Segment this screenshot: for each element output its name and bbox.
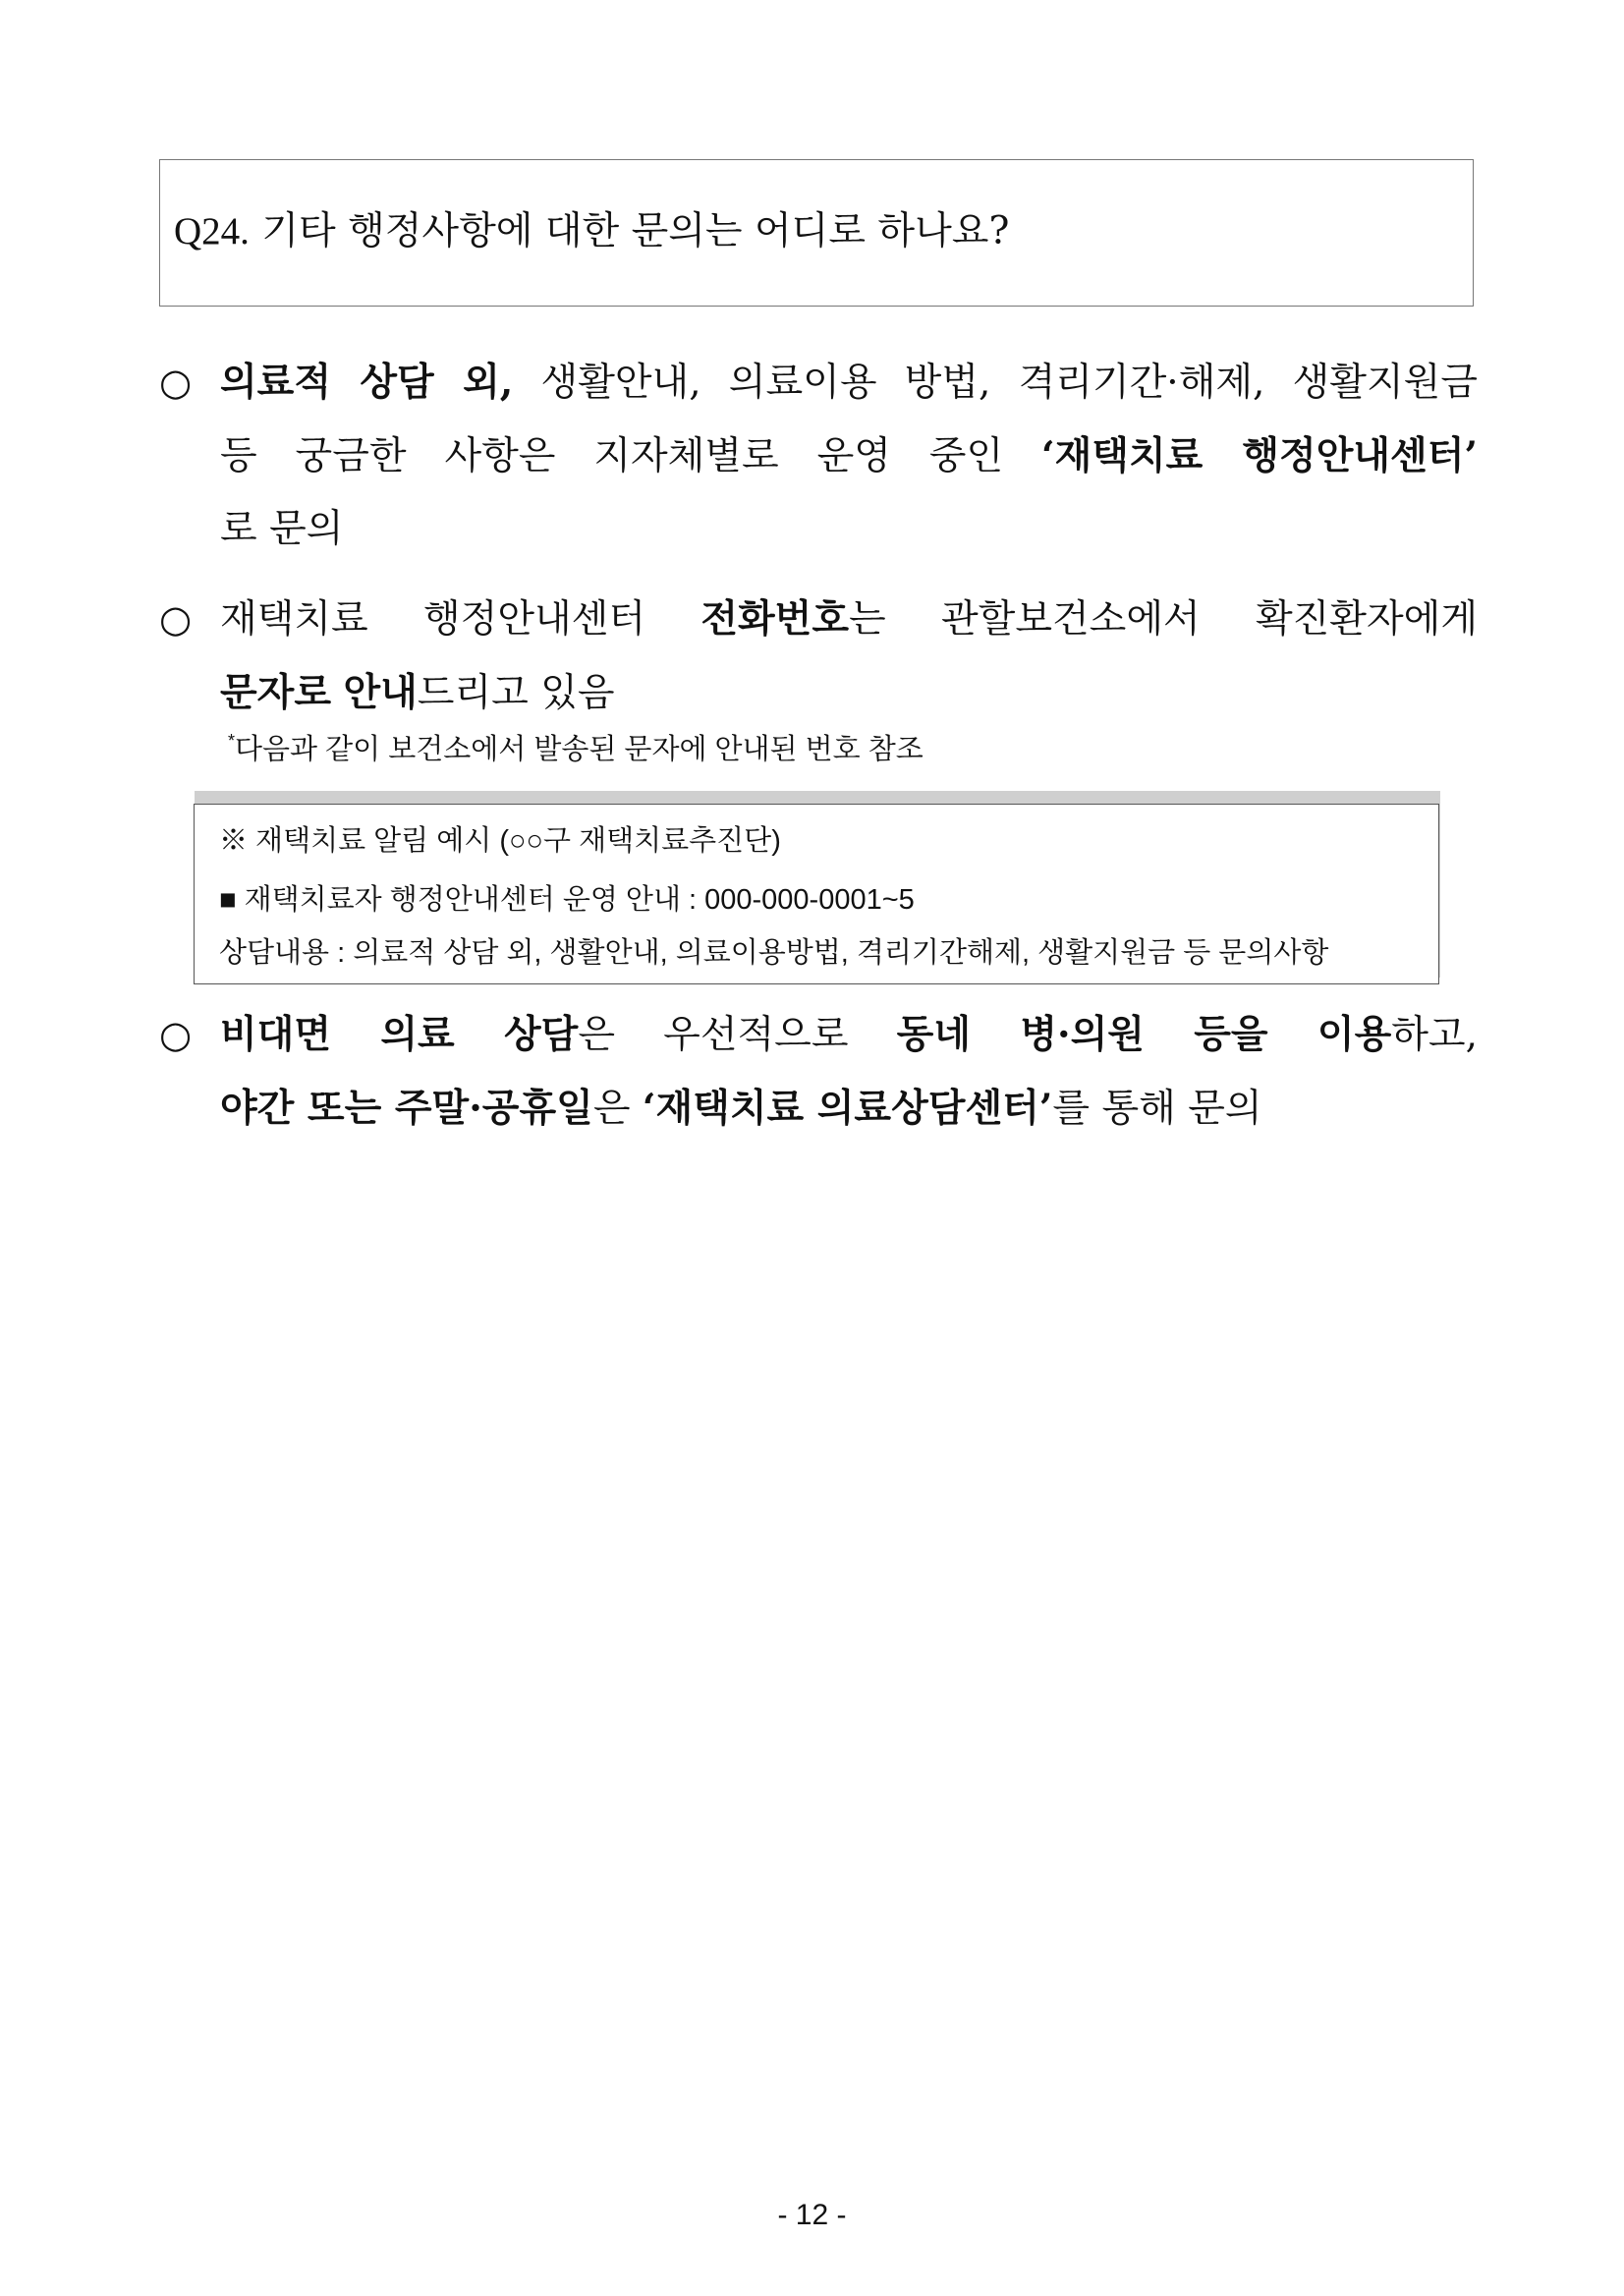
plain-text: 드리고 있음 [417,671,615,715]
page-number: - 12 - [777,2199,847,2231]
bold-text: 안내 [343,670,418,715]
note-text: 다음과 같이 보건소에서 발송된 문자에 안내된 번호 참조 [235,734,924,765]
bold-text: 동네 병·의원 등을 이용 [896,1012,1392,1057]
bullet-item-3 [159,998,1478,1146]
bullet-1-line-2 [220,420,1478,493]
bold-text: 야간 또는 주말·공휴일 [220,1086,593,1131]
question-box [159,159,1474,307]
example-line-2: ■ 재택치료자 행정안내센터 운영 안내 : 000-000-0001~5 [219,884,915,916]
bullet-item-2 [159,583,1478,730]
plain-text: 는 관할보건소에서 확진환자에게 [849,597,1479,642]
plain-text: 등 궁금한 사항은 지자체별로 운영 중인 [220,434,1004,478]
plain-text: 은 우선적으로 [578,1013,849,1057]
plain-text: 생활안내, 의료이용 방법, 격리기간·해제, 생활지원금 [540,361,1478,405]
bullet-item-1 [159,346,1478,566]
reference-note [228,727,924,767]
bullet-2-line-2 [220,656,1478,730]
example-line-1: ※ 재택치료 알림 예시 (○○구 재택치료추진단) [219,825,781,857]
question-number: Q24. [174,210,250,252]
bold-text: ‘재택치료 행정안내센터’ [1041,433,1478,478]
bold-text: 의료적 상담 외, [220,360,514,405]
bullet-2-line-1 [220,583,1478,656]
circle-bullet-icon: ○ [159,1013,193,1056]
plain-text: 하고, [1391,1013,1478,1057]
plain-text: 를 통해 문의 [1052,1087,1262,1131]
example-line-3: 상담내용 : 의료적 상담 외, 생활안내, 의료이용방법, 격리기간해제, 생활지원금 등 문의사항 [219,937,1329,969]
bullet-3-line-1 [220,998,1478,1072]
bullet-3-line-2 [220,1072,1478,1146]
example-message-box [194,804,1439,984]
bold-text: ‘재택치료 의료상담센터’ [642,1086,1053,1131]
bold-text: 전화번호 [700,596,850,642]
bold-text: 문자로 [220,670,332,715]
circle-bullet-icon: ○ [159,361,193,404]
plain-text: 은 [592,1087,631,1131]
question-text: 기타 행정사항에 대한 문의는 어디로 하나요? [261,209,1010,253]
plain-text: 재택치료 행정안내센터 [220,597,646,642]
bullet-1-line-1 [220,346,1478,420]
circle-bullet-icon: ○ [159,597,193,641]
question-title [174,209,1009,255]
bold-text: 비대면 의료 상담 [220,1012,579,1057]
bullet-1-line-3: 로 문의 [220,507,344,551]
note-asterisk: * [228,731,236,751]
